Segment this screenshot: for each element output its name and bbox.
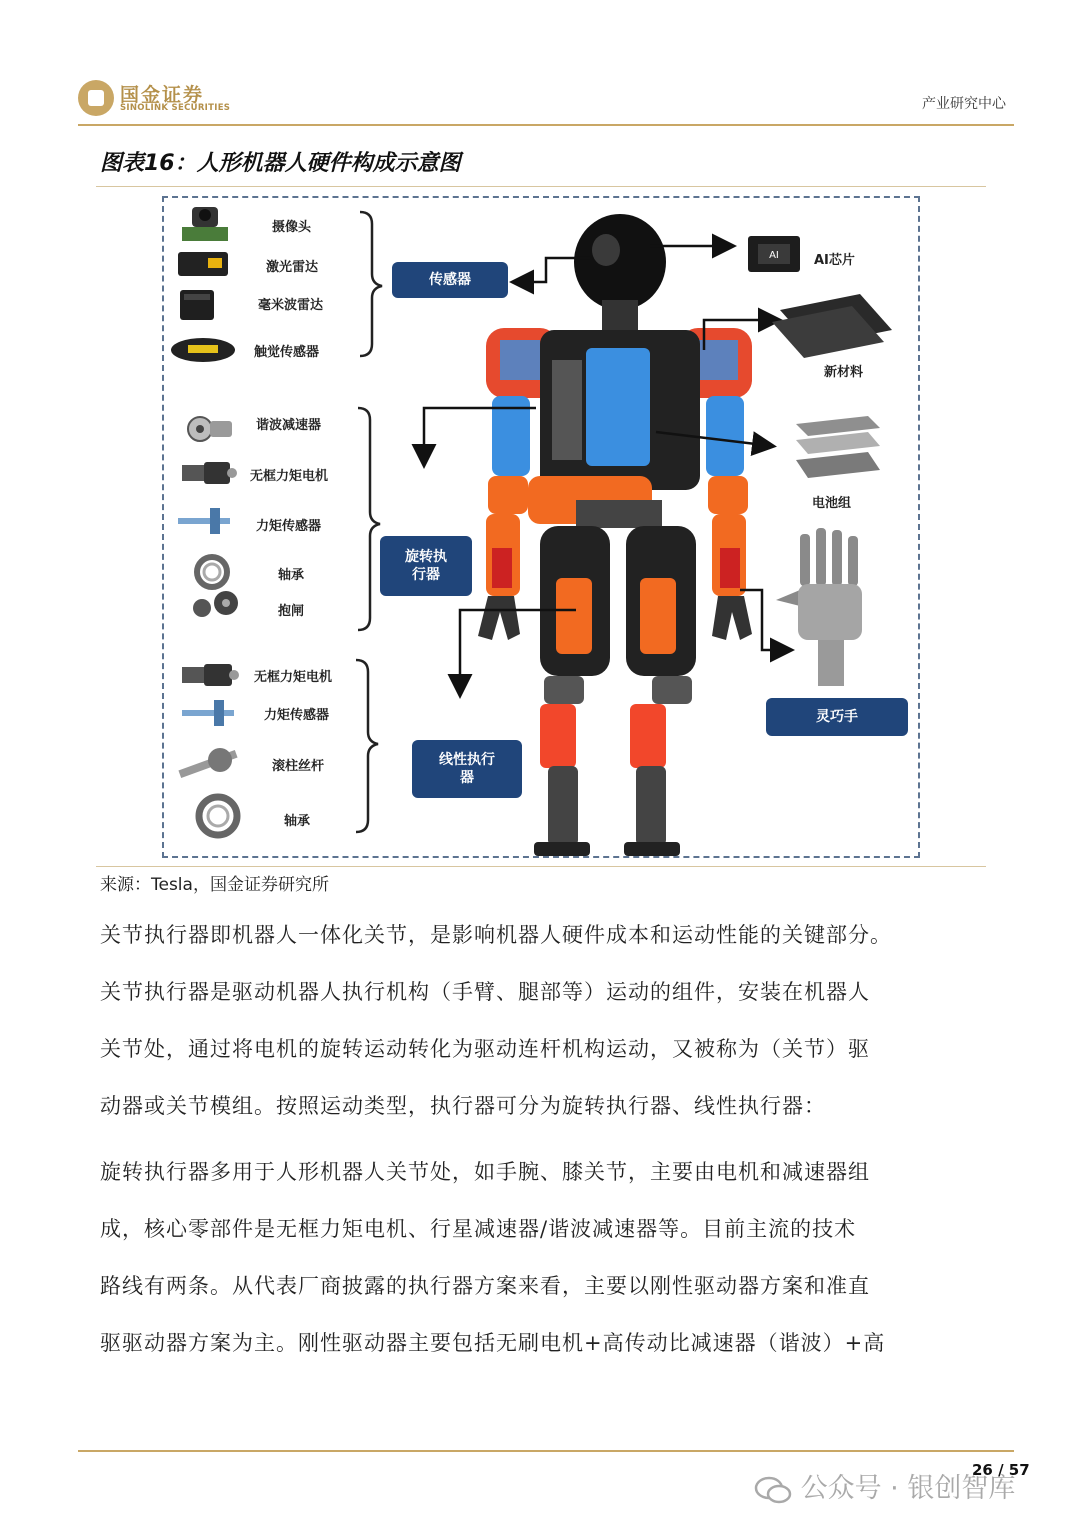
paragraph-line: 路线有两条。从代表厂商披露的执行器方案来看，主要以刚性驱动器方案和准直 (100, 1274, 870, 1298)
dexterous-hand-box: 灵巧手 (766, 698, 908, 736)
footer-divider (78, 1450, 1014, 1452)
research-center-name: 产业研究中心 (922, 96, 1006, 112)
frameless-motor-icon (182, 462, 237, 484)
roller-screw-icon (178, 748, 237, 778)
paragraph-line: 动器或关节模组。按照运动类型，执行器可分为旋转执行器、线性执行器： (100, 1094, 826, 1118)
sensor-category-box: 传感器 (392, 262, 508, 298)
tactile-sensor-icon (171, 338, 235, 362)
lidar-icon (178, 252, 228, 276)
sensor-bracket (360, 212, 382, 356)
sensor-item-lidar: 激光雷达 (266, 260, 319, 275)
frameless-motor-icon-2 (182, 664, 239, 686)
wechat-icon (754, 1475, 792, 1505)
paragraph-rotary-actuator (100, 1144, 1000, 1372)
figure-title: 图表16：人形机器人硬件构成示意图 (100, 151, 461, 176)
wechat-watermark: 公众号 · 银创智库 (754, 1466, 1015, 1505)
rotary-item-harmonic-reducer: 谐波减速器 (256, 418, 322, 433)
paragraph-line: 关节执行器是驱动机器人执行机构（手臂、腿部等）运动的组件，安装在机器人 (100, 980, 870, 1004)
svg-text:AI: AI (769, 250, 779, 261)
paragraph-line: 驱驱动器方案为主。刚性驱动器主要包括无刷电机+高传动比减速器（谐波）+高 (100, 1331, 886, 1355)
linear-item-roller-screw: 滚柱丝杆 (272, 759, 325, 774)
figure-bottom-divider (96, 866, 986, 867)
rotary-item-torque-sensor: 力矩传感器 (256, 519, 322, 534)
new-material-label: 新材料 (824, 365, 864, 380)
ai-chip-label: AI芯片 (814, 253, 855, 268)
sensor-item-tactile: 触觉传感器 (254, 345, 320, 360)
harmonic-reducer-icon (188, 417, 232, 441)
bearing-icon-2 (199, 797, 237, 835)
rotary-bracket (358, 408, 380, 630)
sensor-item-mmwave-radar: 毫米波雷达 (258, 298, 324, 313)
battery-pack-icon (796, 416, 880, 478)
linear-item-bearing: 轴承 (284, 814, 311, 829)
paragraph-line: 关节处，通过将电机的旋转运动转化为驱动连杆机构运动，又被称为（关节）驱 (100, 1037, 870, 1061)
linear-actuator-box: 线性执行 器 (412, 740, 522, 798)
brake-icon (193, 591, 238, 617)
ai-chip-icon (748, 236, 800, 272)
figure-source: 来源：Tesla，国金证券研究所 (100, 875, 329, 895)
company-logo-cn: 国金证券 (120, 84, 205, 106)
company-logo-en: SINOLINK SECURITIES (120, 103, 231, 113)
torque-sensor-icon (178, 508, 230, 534)
linear-item-torque-sensor: 力矩传感器 (264, 708, 330, 723)
linear-item-frameless-motor: 无框力矩电机 (254, 670, 333, 685)
rotary-actuator-box: 旋转执 行器 (380, 536, 472, 596)
new-material-icon (772, 294, 892, 358)
paragraph-line: 关节执行器即机器人一体化关节，是影响机器人硬件成本和运动性能的关键部分。 (100, 923, 892, 947)
battery-pack-label: 电池组 (812, 496, 852, 511)
dexterous-hand-icon (776, 528, 862, 686)
rotary-item-frameless-motor: 无框力矩电机 (250, 469, 329, 484)
paragraph-line: 旋转执行器多用于人形机器人关节处，如手腕、膝关节，主要由电机和减速器组 (100, 1160, 870, 1184)
page-number: 26 / 57 (972, 1461, 1030, 1479)
mmwave-radar-icon (180, 290, 214, 320)
linear-bracket (356, 660, 378, 832)
bearing-icon (197, 557, 227, 587)
rotary-item-bearing: 轴承 (278, 568, 305, 583)
paragraph-line: 成，核心零部件是无框力矩电机、行星减速器/谐波减速器等。目前主流的技术 (100, 1217, 857, 1241)
torque-sensor-icon-2 (182, 700, 234, 726)
camera-icon (182, 207, 228, 241)
rotary-item-brake: 抱闸 (278, 604, 305, 619)
sensor-item-camera: 摄像头 (272, 220, 312, 235)
paragraph-joint-actuator (100, 907, 1000, 1135)
